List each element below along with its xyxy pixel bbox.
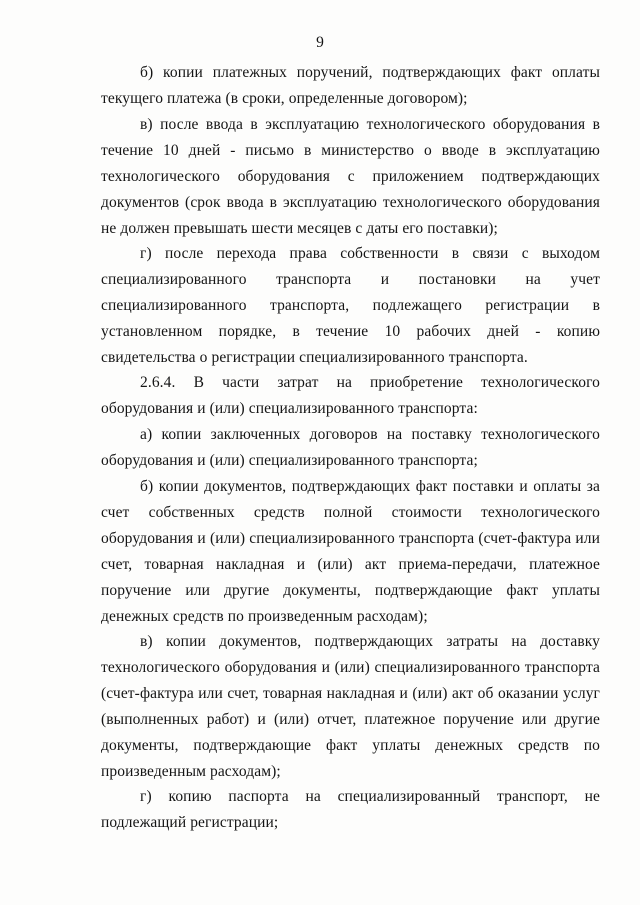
page-number: 9 xyxy=(316,34,324,51)
paragraph-commissioning-letter: в) после ввода в эксплуатацию технологического оборудования в течение 10 дней - письмо в министерство о вводе в эксплуатацию технологического оборудования с приложением подтверждающих документов (срок ввода в эксплуатацию технологического оборудования не должен превышать шести месяцев с даты его поставки); xyxy=(101,116,600,237)
paragraph-supply-contracts: а) копии заключенных договоров на поставку технологического оборудования и (или) специализированного транспорта; xyxy=(101,426,600,469)
paragraph-vehicle-passport: г) копию паспорта на специализированный транспорт, не подлежащий регистрации; xyxy=(101,788,600,831)
paragraph-delivery-payment-documents: б) копии документов, подтверждающих факт поставки и оплаты за счет собственных средств полной стоимости технологического оборудования и (или) специализированного транспорта (счет-фактура или счет, товарная накладная и (или) акт приема-передачи, платежное поручение или другие документы, подтверждающие факт уплаты денежных средств по произведенным расходам); xyxy=(101,478,600,625)
paragraph-section-2-6-4: 2.6.4. В части затрат на приобретение технологического оборудования и (или) специализированного транспорта: xyxy=(101,374,600,417)
paragraph-payment-orders: б) копии платежных поручений, подтверждающих факт оплаты текущего платежа (в сроки, определенные договором); xyxy=(101,64,600,107)
paragraph-ownership-transfer: г) после перехода права собственности в связи с выходом специализированного транспорта и постановки на учет специализированного транспорта, подлежащего регистрации в установленном порядке, в течение 10 рабочих дней - копию свидетельства о регистрации специализированного транспорта. xyxy=(101,245,600,366)
paragraph-shipping-cost-documents: в) копии документов, подтверждающих затраты на доставку технологического оборудования и (или) специализированного транспорта (счет-фактура или счет, товарная накладная и (или) акт об оказании услуг (выполненных работ) и (или) отчет, платежное поручение или другие документы, подтверждающие факт уплаты денежных средств по произведенным расходам); xyxy=(101,633,600,780)
